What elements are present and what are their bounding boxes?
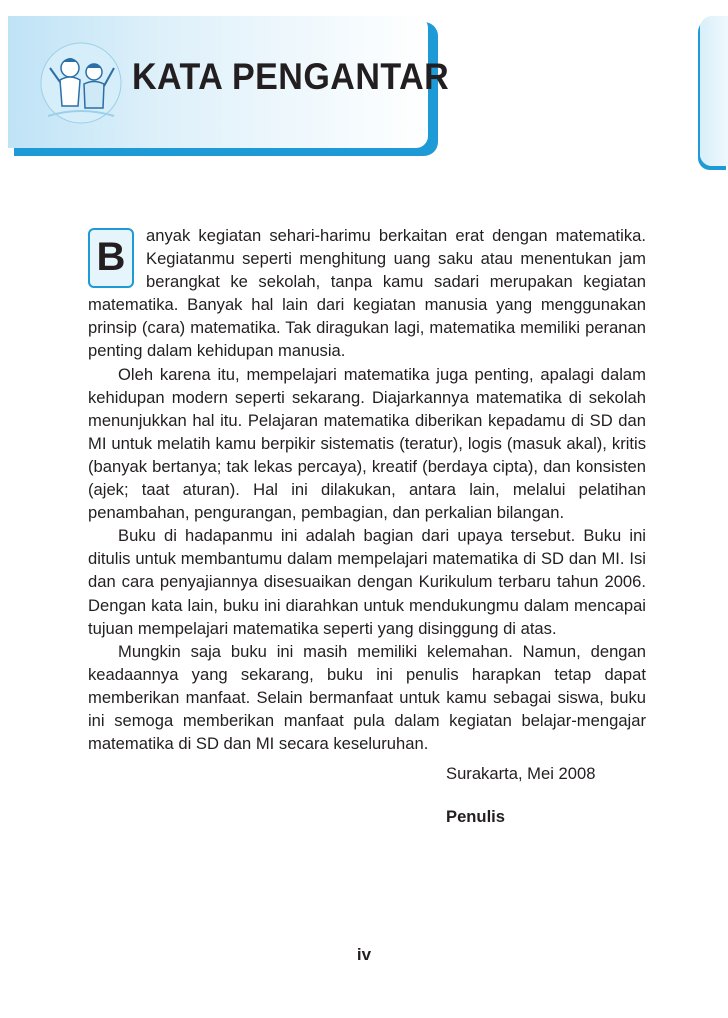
paragraph-2: Oleh karena itu, mempelajari matematika juga penting, apalagi dalam kehidupan modern seperti sekarang. Diajarkannya matematika di sekolah menunjukkan hal itu. Pelajaran matematika diberikan kepadamu di SD dan MI untuk melatih kamu berpikir sistematis (teratur), logis (masuk akal), kritis (banyak bertanya; tak lekas percaya), kreatif (berdaya cipta), dan konsisten (ajek; taat aturan). Hal ini dilakukan, antara lain, melalui pelatihan penambahan, pengurangan, pembagian, dan perkalian bilangan.: [88, 364, 646, 523]
paragraph-3: Buku di hadapanmu ini adalah bagian dari upaya tersebut. Buku ini ditulis untuk membantumu dalam mempelajari matematika di SD dan MI. Isi dan cara penyajiannya disesuaikan dengan Kurikulum terbaru tahun 2006. Dengan kata lain, buku ini diarahkan untuk mendukungmu dalam mencapai tujuan mempelajari matematika seperti yang disinggung di atas.: [88, 526, 646, 638]
signature-place-date: Surakarta, Mei 2008: [446, 764, 596, 783]
signature-block: [446, 762, 595, 828]
paragraph-4: Mungkin saja buku ini masih memiliki kelemahan. Namun, dengan keadaannya yang sekarang, buku ini penulis harapkan tetap dapat memberikan manfaat. Selain bermanfaat untuk kamu sebagai siswa, buku ini semoga memberikan manfaat pula dalam kegiatan belajar-mengajar matematika di SD dan MI secara keseluruhan.: [88, 641, 646, 754]
children-illustration-icon: [36, 38, 126, 128]
body-text: [88, 224, 646, 755]
side-tab: [700, 16, 728, 166]
page-title: KATA PENGANTAR: [132, 56, 450, 97]
page-number: iv: [356, 945, 372, 964]
dropcap-letter: B: [88, 228, 134, 288]
paragraph-1: anyak kegiatan sehari-harimu berkaitan erat dengan matematika. Kegiatanmu seperti menghitung uang saku atau menentukan jam berangkat ke sekolah, tanpa kamu sadari merupakan kegiatan matematika. Banyak hal lain dari kegiatan manusia yang menggunakan prinsip (cara) matematika. Tak diragukan lagi, matematika memiliki peranan penting dalam kehidupan manusia.: [88, 226, 646, 361]
signature-author: Penulis: [446, 807, 506, 826]
